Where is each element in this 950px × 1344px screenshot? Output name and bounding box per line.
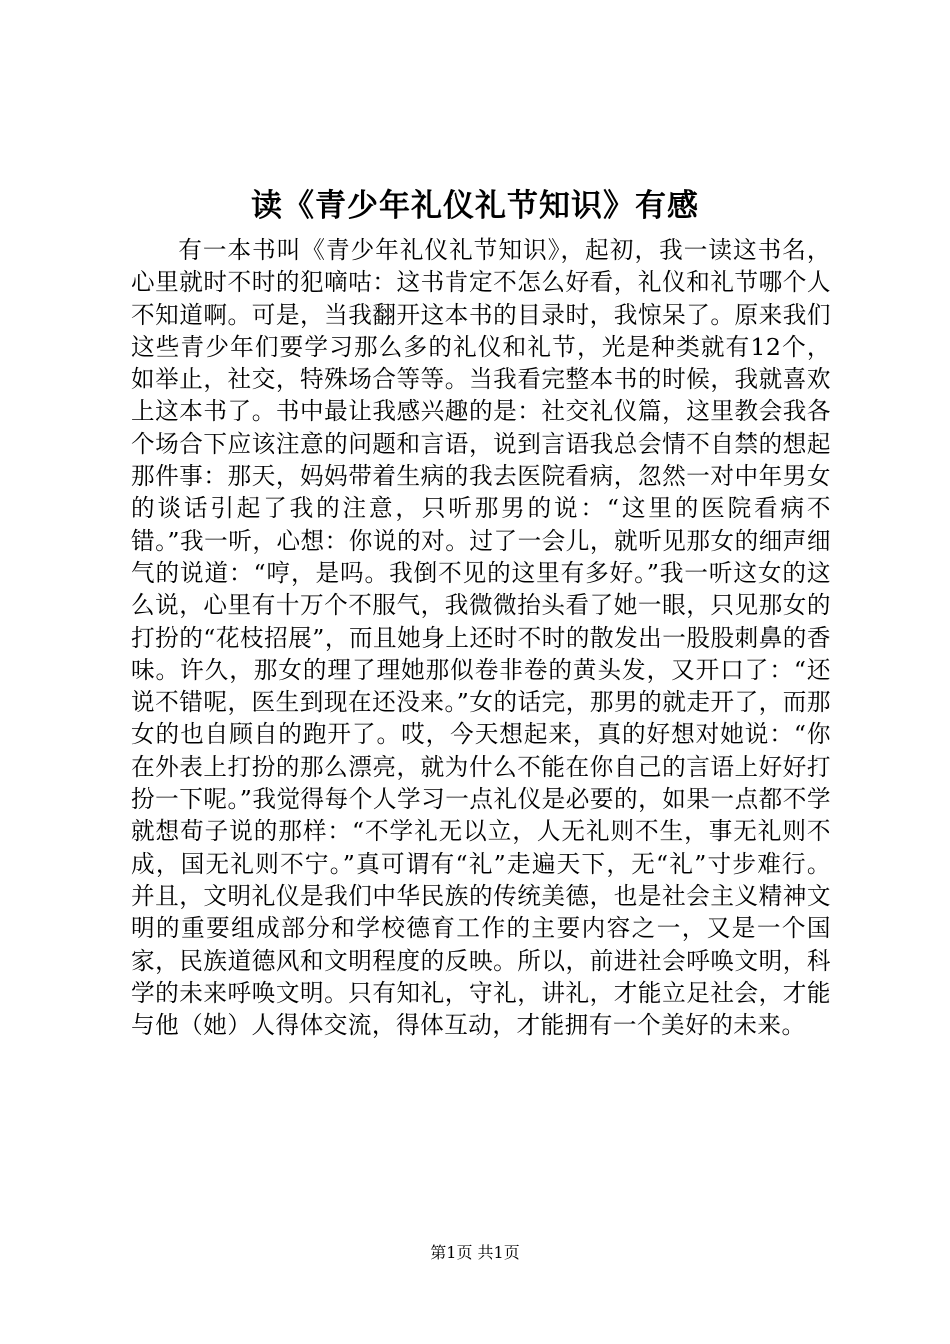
- document-title: 读《青少年礼仪礼节知识》有感: [251, 188, 699, 224]
- document-body-paragraph: 有一本书叫《青少年礼仪礼节知识》，起初，我一读这书名，心里就时不时的犯嘀咕：这书肯定不怎么好看，礼仪和礼节哪个人不知道啊。可是，当我翻开这本书的目录时，我惊呆了。原来我们这些青少年们要学习那么多的礼仪和礼节，光是种类就有12个，如举止，社交，特殊场合等等。当我看完整本书的时候，我就喜欢上这本书了。书中最让我感兴趣的是：社交礼仪篇，这里教会我各个场合下应该注意的问题和言语，说到言语我总会情不自禁的想起那件事：那天，妈妈带着生病的我去医院看病，忽然一对中年男女的谈话引起了我的注意，只听那男的说：“这里的医院看病不错。”我一听，心想：你说的对。过了一会儿，就听见那女的细声细气的说道：“哼，是吗。我倒不见的这里有多好。”我一听这女的这么说，心里有十万个不服气，我微微抬头看了她一眼，只见那女的打扮的“花枝招展”，而且她身上还时不时的散发出一股股刺鼻的香味。许久，那女的理了理她那似卷非卷的黄头发，又开口了：“还说不错呢，医生到现在还没来。”女的话完，那男的就走开了，而那女的也自顾自的跑开了。哎，今天想起来，真的好想对她说：“你在外表上打扮的那么漂亮，就为什么不能在你自己的言语上好好打扮一下呢。”我觉得每个人学习一点礼仪是必要的，如果一点都不学就想荀子说的那样：“不学礼无以立，人无礼则不生，事无礼则不成，国无礼则不宁。”真可谓有“礼”走遍天下，无“礼”寸步难行。并且，文明礼仪是我们中华民族的传统美德，也是社会主义精神文明的重要组成部分和学校德育工作的主要内容之一，又是一个国家，民族道德风和文明程度的反映。所以，前进社会呼唤文明，科学的未来呼唤文明。只有知礼，守礼，讲礼，才能立足社会，才能与他（她）人得体交流，得体互动，才能拥有一个美好的未来。: [131, 236, 831, 1040]
- page-number-footer: 第1页 共1页: [430, 1243, 520, 1262]
